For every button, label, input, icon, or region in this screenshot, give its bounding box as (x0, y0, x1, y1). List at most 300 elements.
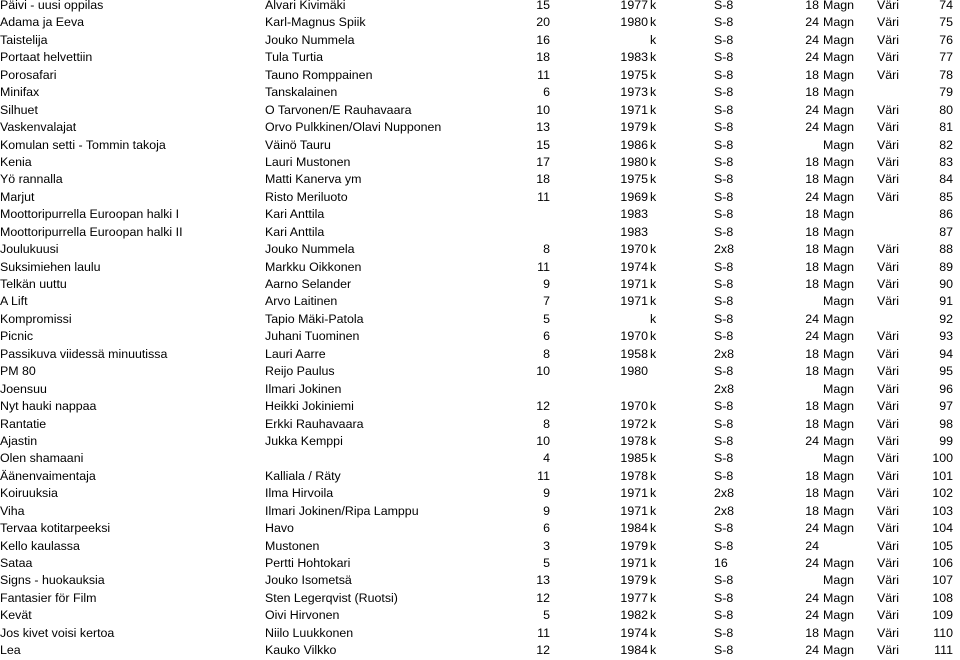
film-title: Ajastin (0, 433, 38, 448)
year: 1970 (620, 399, 648, 414)
duration-minutes: 10 (536, 102, 550, 117)
sound-magn: Magn (823, 242, 854, 257)
k-flag: k (650, 538, 657, 553)
director: Niilo Luukkonen (265, 625, 354, 640)
catalog-number: 86 (939, 207, 953, 222)
duration-minutes: 10 (536, 364, 550, 379)
catalog-number: 102 (932, 486, 953, 501)
duration-minutes: 10 (536, 433, 550, 448)
catalog-number: 97 (939, 399, 953, 414)
table-row (0, 572, 960, 589)
film-format: S-8 (714, 0, 734, 12)
catalog-number: 100 (932, 451, 953, 466)
k-flag: k (650, 643, 657, 658)
film-title: Rantatie (0, 416, 47, 431)
table-row (0, 590, 960, 607)
table-row (0, 84, 960, 101)
catalog-number: 84 (939, 172, 953, 187)
color-flag: Väri (877, 486, 900, 501)
catalog-number: 89 (939, 259, 953, 274)
k-flag: k (650, 573, 657, 588)
film-title: Portaat helvettiin (0, 50, 93, 65)
duration-minutes: 8 (543, 416, 550, 431)
table-row (0, 259, 960, 276)
year: 1977 (620, 0, 648, 12)
catalog-number: 99 (939, 433, 953, 448)
director: Jukka Kemppi (265, 433, 343, 448)
color-flag: Väri (877, 433, 900, 448)
table-row (0, 67, 960, 84)
year: 1958 (620, 346, 648, 361)
film-title: Moottoripurrella Euroopan halki II (0, 224, 183, 239)
table-row (0, 49, 960, 66)
catalog-number: 79 (939, 85, 953, 100)
sound-magn: Magn (823, 346, 854, 361)
catalog-number: 111 (934, 643, 953, 658)
catalog-number: 74 (939, 0, 953, 12)
film-title: PM 80 (0, 364, 36, 379)
table-row (0, 171, 960, 188)
director: Jouko Isometsä (265, 573, 352, 588)
film-format: 2x8 (714, 381, 734, 396)
year: 1971 (620, 294, 648, 309)
table-row (0, 450, 960, 467)
film-format: 16 (714, 556, 728, 570)
film-title: Marjut (0, 189, 35, 204)
director: Reijo Paulus (265, 364, 335, 379)
duration-minutes: 5 (543, 311, 550, 326)
sound-magn: Magn (823, 172, 854, 187)
year: 1974 (620, 259, 648, 274)
year: 1983 (620, 50, 648, 65)
table-row (0, 555, 960, 572)
year: 1978 (620, 433, 648, 448)
catalog-number: 101 (932, 468, 953, 483)
color-flag: Väri (877, 172, 900, 187)
frame-speed: 18 (805, 224, 819, 239)
director: Lauri Mustonen (265, 154, 351, 169)
film-format: S-8 (714, 364, 734, 379)
color-flag: Väri (877, 32, 900, 47)
frame-speed: 18 (805, 399, 819, 414)
director: Aarno Selander (265, 277, 352, 291)
catalog-number: 90 (939, 277, 953, 291)
film-format: S-8 (714, 207, 734, 222)
year: 1979 (620, 120, 648, 135)
frame-speed: 24 (805, 329, 819, 344)
film-format: S-8 (714, 189, 734, 204)
film-format: 2x8 (714, 486, 734, 501)
year: 1980 (620, 15, 648, 30)
color-flag: Väri (877, 625, 900, 640)
k-flag: k (650, 486, 657, 501)
catalog-number: 108 (932, 590, 953, 605)
film-format: S-8 (714, 329, 734, 344)
k-flag: k (650, 172, 657, 187)
sound-magn: Magn (823, 294, 854, 309)
film-title: Kompromissi (0, 311, 72, 326)
film-title: Porosafari (0, 67, 57, 82)
duration-minutes: 11 (537, 468, 550, 483)
catalog-number: 75 (939, 15, 953, 30)
k-flag: k (650, 137, 657, 152)
director: Sten Legerqvist (Ruotsi) (265, 590, 398, 605)
color-flag: Väri (877, 364, 900, 379)
sound-magn: Magn (823, 364, 854, 379)
k-flag: k (650, 468, 657, 483)
color-flag: Väri (877, 294, 900, 309)
year: 1972 (620, 416, 648, 431)
k-flag: k (650, 346, 657, 361)
film-title: Olen shamaani (0, 451, 84, 466)
year: 1978 (620, 468, 648, 483)
table-row (0, 503, 960, 520)
film-format: S-8 (714, 451, 734, 466)
k-flag: k (650, 259, 657, 274)
year: 1971 (620, 102, 648, 117)
table-row (0, 520, 960, 537)
sound-magn: Magn (823, 207, 854, 222)
duration-minutes: 6 (543, 85, 550, 100)
k-flag: k (650, 85, 657, 100)
frame-speed: 18 (805, 416, 819, 431)
catalog-number: 107 (932, 573, 953, 588)
sound-magn: Magn (823, 451, 854, 466)
k-flag: k (650, 154, 657, 169)
duration-minutes: 11 (537, 625, 550, 640)
table-row (0, 642, 960, 659)
sound-magn: Magn (823, 625, 854, 640)
frame-speed: 18 (805, 67, 819, 82)
film-format: S-8 (714, 259, 734, 274)
sound-magn: Magn (823, 311, 854, 326)
film-format: S-8 (714, 102, 734, 117)
table-row (0, 398, 960, 415)
frame-speed: 18 (805, 85, 819, 100)
film-title: Kevät (0, 608, 32, 623)
catalog-number: 95 (939, 364, 953, 379)
k-flag: k (650, 521, 657, 536)
sound-magn: Magn (823, 381, 854, 396)
director: O Tarvonen/E Rauhavaara (265, 102, 412, 117)
k-flag: k (650, 416, 657, 431)
film-format: S-8 (714, 32, 734, 47)
director: Karl-Magnus Spiik (265, 15, 366, 30)
year: 1973 (620, 85, 648, 100)
sound-magn: Magn (823, 15, 854, 30)
sound-magn: Magn (823, 416, 854, 431)
film-title: A Lift (0, 294, 28, 309)
duration-minutes: 11 (537, 67, 550, 82)
duration-minutes: 15 (536, 0, 550, 12)
year: 1969 (620, 189, 648, 204)
catalog-number: 82 (939, 137, 953, 152)
film-format: S-8 (714, 399, 734, 414)
frame-speed: 24 (805, 608, 819, 623)
year: 1982 (620, 608, 648, 623)
table-row (0, 137, 960, 154)
k-flag: k (650, 50, 657, 65)
catalog-number: 106 (932, 556, 953, 570)
year: 1971 (620, 277, 648, 291)
frame-speed: 18 (805, 364, 819, 379)
duration-minutes: 6 (543, 329, 550, 344)
film-format: S-8 (714, 538, 734, 553)
duration-minutes: 9 (543, 277, 550, 291)
director: Arvo Laitinen (265, 294, 338, 309)
k-flag: k (650, 120, 657, 135)
film-format: S-8 (714, 311, 734, 326)
year: 1971 (620, 556, 648, 570)
catalog-number: 85 (939, 189, 953, 204)
k-flag: k (650, 608, 657, 623)
film-format: 2x8 (714, 242, 734, 257)
catalog-number: 87 (939, 224, 953, 239)
sound-magn: Magn (823, 32, 854, 47)
duration-minutes: 11 (537, 189, 550, 204)
duration-minutes: 13 (536, 573, 550, 588)
k-flag: k (650, 590, 657, 605)
frame-speed: 18 (805, 486, 819, 501)
table-row (0, 0, 960, 14)
catalog-number: 91 (939, 294, 953, 309)
frame-speed: 18 (805, 172, 819, 187)
film-format: S-8 (714, 608, 734, 623)
catalog-number: 94 (939, 346, 953, 361)
year: 1983 (620, 207, 648, 222)
film-title: Kello kaulassa (0, 538, 80, 553)
film-format: S-8 (714, 172, 734, 187)
film-format: S-8 (714, 468, 734, 483)
sound-magn: Magn (823, 137, 854, 152)
table-row (0, 538, 960, 555)
sound-magn: Magn (823, 556, 854, 570)
k-flag: k (650, 399, 657, 414)
director: Juhani Tuominen (265, 329, 360, 344)
catalog-number: 83 (939, 154, 953, 169)
catalog-number: 92 (939, 311, 953, 326)
color-flag: Väri (877, 242, 900, 257)
color-flag: Väri (877, 381, 900, 396)
catalog-number: 78 (939, 67, 953, 82)
director: Kari Anttila (265, 224, 325, 239)
frame-speed: 24 (805, 590, 819, 605)
film-title: Päivi - uusi oppilas (0, 0, 104, 12)
film-format: S-8 (714, 643, 734, 658)
director: Tula Turtia (265, 50, 324, 65)
catalog-number: 103 (932, 503, 953, 518)
table-row (0, 189, 960, 206)
color-flag: Väri (877, 50, 900, 65)
film-format: S-8 (714, 433, 734, 448)
k-flag: k (650, 277, 657, 291)
table-row (0, 607, 960, 624)
color-flag: Väri (877, 608, 900, 623)
film-format: S-8 (714, 277, 734, 291)
sound-magn: Magn (823, 50, 854, 65)
film-title: Joulukuusi (0, 242, 59, 257)
year: 1970 (620, 242, 648, 257)
film-format: S-8 (714, 416, 734, 431)
color-flag: Väri (877, 0, 900, 12)
frame-speed: 18 (805, 154, 819, 169)
director: Tapio Mäki-Patola (265, 311, 364, 326)
k-flag: k (650, 15, 657, 30)
film-format: S-8 (714, 573, 734, 588)
k-flag: k (650, 503, 657, 518)
film-title: Yö rannalla (0, 172, 63, 187)
duration-minutes: 13 (536, 120, 550, 135)
table-row (0, 276, 960, 293)
catalog-number: 104 (932, 521, 953, 536)
film-format: S-8 (714, 154, 734, 169)
director: Tauno Romppainen (265, 67, 373, 82)
duration-minutes: 18 (536, 50, 550, 65)
k-flag: k (650, 329, 657, 344)
table-row (0, 363, 960, 380)
film-format: 2x8 (714, 503, 734, 518)
k-flag: k (650, 433, 657, 448)
sound-magn: Magn (823, 224, 854, 239)
table-row (0, 224, 960, 241)
director: Tanskalainen (265, 85, 338, 100)
k-flag: k (650, 0, 657, 12)
film-title: Äänenvaimentaja (0, 468, 96, 483)
director: Lauri Aarre (265, 346, 326, 361)
sound-magn: Magn (823, 643, 854, 658)
duration-minutes: 7 (543, 294, 550, 309)
film-title: Passikuva viidessä minuutissa (0, 346, 168, 361)
k-flag: k (650, 67, 657, 82)
sound-magn: Magn (823, 503, 854, 518)
frame-speed: 18 (805, 207, 819, 222)
table-row (0, 625, 960, 642)
year: 1970 (620, 329, 648, 344)
frame-speed: 18 (805, 259, 819, 274)
sound-magn: Magn (823, 85, 854, 100)
table-row (0, 154, 960, 171)
sound-magn: Magn (823, 399, 854, 414)
year: 1979 (620, 573, 648, 588)
duration-minutes: 18 (536, 172, 550, 187)
director: Pertti Hohtokari (265, 556, 351, 570)
table-row (0, 241, 960, 258)
table-row (0, 293, 960, 310)
film-format: S-8 (714, 521, 734, 536)
film-title: Kenia (0, 154, 32, 169)
color-flag: Väri (877, 259, 900, 274)
director: Ilmari Jokinen/Ripa Lamppu (265, 503, 419, 518)
film-title: Tervaa kotitarpeeksi (0, 521, 111, 536)
catalog-number: 76 (939, 32, 953, 47)
year: 1986 (620, 137, 648, 152)
frame-speed: 24 (805, 32, 819, 47)
duration-minutes: 20 (536, 15, 550, 30)
director: Orvo Pulkkinen/Olavi Nupponen (265, 120, 442, 135)
duration-minutes: 11 (537, 259, 550, 274)
duration-minutes: 9 (543, 503, 550, 518)
table-row (0, 328, 960, 345)
film-title: Sataa (0, 556, 33, 570)
sound-magn: Magn (823, 573, 854, 588)
table-row (0, 485, 960, 502)
color-flag: Väri (877, 399, 900, 414)
table-row (0, 381, 960, 398)
k-flag: k (650, 189, 657, 204)
film-title: Minifax (0, 85, 40, 100)
duration-minutes: 5 (543, 608, 550, 623)
catalog-number: 96 (939, 381, 953, 396)
director: Kari Anttila (265, 207, 325, 222)
frame-speed: 18 (805, 277, 819, 291)
film-title: Koiruuksia (0, 486, 58, 501)
sound-magn: Magn (823, 468, 854, 483)
duration-minutes: 6 (543, 521, 550, 536)
k-flag: k (650, 294, 657, 309)
film-format: 2x8 (714, 346, 734, 361)
duration-minutes: 15 (536, 137, 550, 152)
color-flag: Väri (877, 556, 900, 570)
catalog-number: 88 (939, 242, 953, 257)
film-title: Lea (0, 643, 21, 658)
k-flag: k (650, 451, 657, 466)
sound-magn: Magn (823, 120, 854, 135)
frame-speed: 18 (805, 503, 819, 518)
color-flag: Väri (877, 329, 900, 344)
table-row (0, 346, 960, 363)
sound-magn: Magn (823, 608, 854, 623)
duration-minutes: 12 (536, 590, 550, 605)
k-flag: k (650, 625, 657, 640)
color-flag: Väri (877, 468, 900, 483)
catalog-number: 77 (939, 50, 953, 65)
duration-minutes: 5 (543, 556, 550, 570)
color-flag: Väri (877, 67, 900, 82)
sound-magn: Magn (823, 521, 854, 536)
sound-magn: Magn (823, 67, 854, 82)
duration-minutes: 12 (536, 643, 550, 658)
color-flag: Väri (877, 346, 900, 361)
table-row (0, 311, 960, 328)
frame-speed: 24 (805, 556, 819, 570)
duration-minutes: 3 (543, 538, 550, 553)
year: 1975 (620, 172, 648, 187)
film-title: Picnic (0, 329, 34, 344)
sound-magn: Magn (823, 259, 854, 274)
table-row (0, 433, 960, 450)
film-title: Viha (0, 503, 25, 518)
color-flag: Väri (877, 503, 900, 518)
year: 1979 (620, 538, 648, 553)
director: Havo (265, 521, 294, 536)
catalog-number: 81 (939, 120, 953, 135)
table-row (0, 468, 960, 485)
film-title: Taistelija (0, 32, 48, 47)
frame-speed: 24 (805, 538, 819, 553)
frame-speed: 24 (805, 643, 819, 658)
sound-magn: Magn (823, 277, 854, 291)
duration-minutes: 8 (543, 242, 550, 257)
table-row (0, 102, 960, 119)
k-flag: k (650, 311, 657, 326)
frame-speed: 24 (805, 50, 819, 65)
director: Oivi Hirvonen (265, 608, 340, 623)
duration-minutes: 17 (536, 154, 550, 169)
year: 1977 (620, 590, 648, 605)
film-title: Suksimiehen laulu (0, 259, 101, 274)
film-title: Komulan setti - Tommin takoja (0, 137, 166, 152)
color-flag: Väri (877, 102, 900, 117)
